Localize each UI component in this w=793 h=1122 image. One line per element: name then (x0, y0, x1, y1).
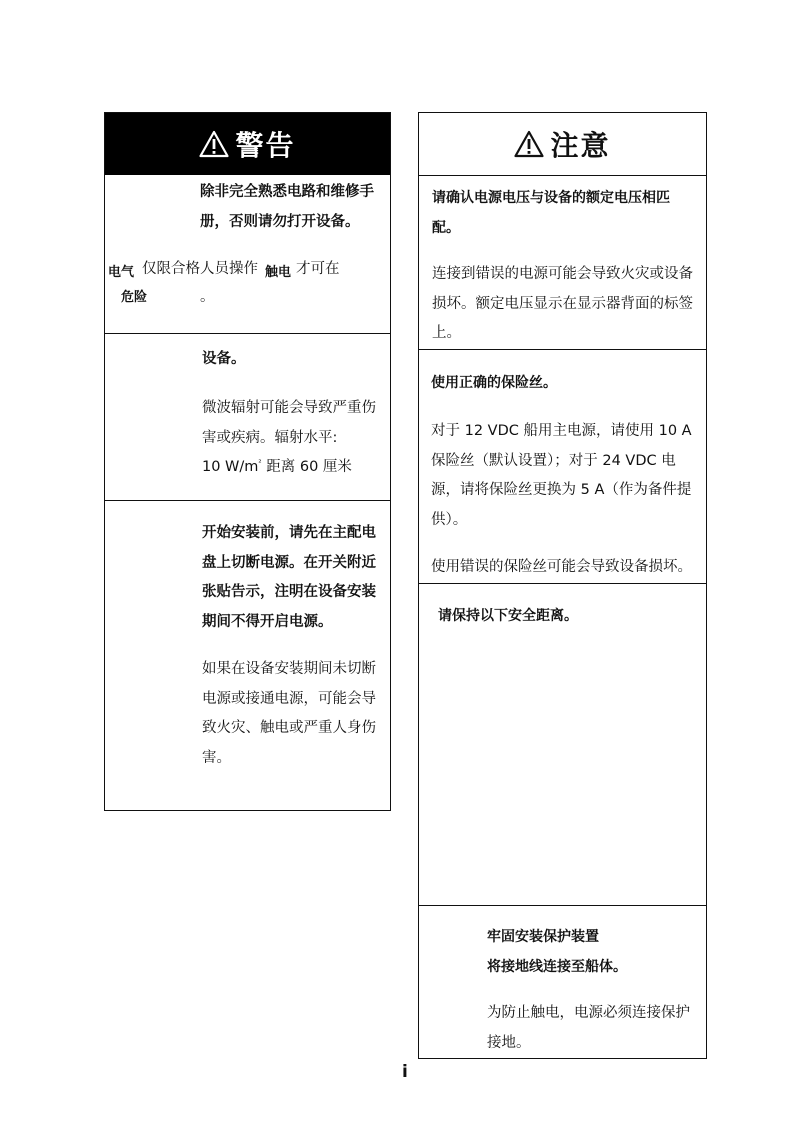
divider (419, 583, 706, 584)
shock-label: 触电 (265, 265, 292, 280)
caution-s2-body2: 使用错误的保险丝可能会导致设备损坏。 (431, 559, 692, 575)
warning-s1-line: 仅限合格人员操作 (142, 261, 258, 277)
caution-s2-heading: 使用正确的保险丝。 (431, 375, 557, 391)
warning-s1-tail: 才可在 (296, 261, 340, 277)
caution-s4-body: 为防止触电，电源必须连接保护接地。 (487, 1005, 690, 1051)
distance-value: 10 W/m (202, 459, 259, 475)
caution-s1-heading: 请确认电源电压与设备的额定电压相匹配。 (432, 190, 670, 236)
caution-panel (418, 112, 707, 1059)
hazard-label-danger: 危险 (121, 290, 148, 305)
radiation-distance (202, 453, 352, 483)
warning-header (105, 113, 390, 175)
warning-s2-heading: 设备。 (202, 351, 246, 367)
distance-unit-sup: ² (258, 458, 262, 468)
caution-s4-line2: 将接地线连接至船体。 (487, 959, 627, 975)
caution-s3-heading: 请保持以下安全距离。 (438, 608, 578, 624)
warning-title: 警告 (235, 129, 296, 162)
divider (419, 349, 706, 350)
divider (105, 333, 390, 334)
caution-title: 注意 (550, 129, 611, 162)
divider (419, 905, 706, 906)
warning-s1-heading: 除非完全熟悉电路和维修手册，否则请勿打开设备。 (200, 184, 374, 230)
warning-s3-body: 如果在设备安装期间未切断电源或接通电源，可能会导致火灾、触电或严重人身伤害。 (202, 661, 376, 766)
caution-s1-body: 连接到错误的电源可能会导致火灾或设备损坏。额定电压显示在显示器背面的标签上。 (432, 266, 693, 341)
hazard-label-electric: 电气 (108, 265, 135, 280)
warning-s1-period: 。 (200, 289, 215, 305)
caution-s4-line1: 牢固安装保护装置 (487, 929, 599, 945)
warning-triangle-icon (199, 130, 229, 158)
caution-header (419, 113, 706, 176)
distance-text: 距离 60 厘米 (261, 459, 352, 475)
caution-triangle-icon (514, 130, 544, 158)
caution-s2-body: 对于 12 VDC 船用主电源，请使用 10 A 保险丝（默认设置）；对于 24 VDC 电源，请将保险丝更换为 5 A（作为备件提供）。 (431, 423, 692, 528)
page-number: i (402, 1062, 408, 1082)
warning-s3-heading: 开始安装前，请先在主配电盘上切断电源。在开关附近张贴告示，注明在设备安装期间不得开启电源。 (202, 525, 376, 630)
warning-panel (104, 112, 391, 811)
warning-s2-body: 微波辐射可能会导致严重伤害或疾病。辐射水平: (202, 400, 376, 446)
divider (105, 500, 390, 501)
